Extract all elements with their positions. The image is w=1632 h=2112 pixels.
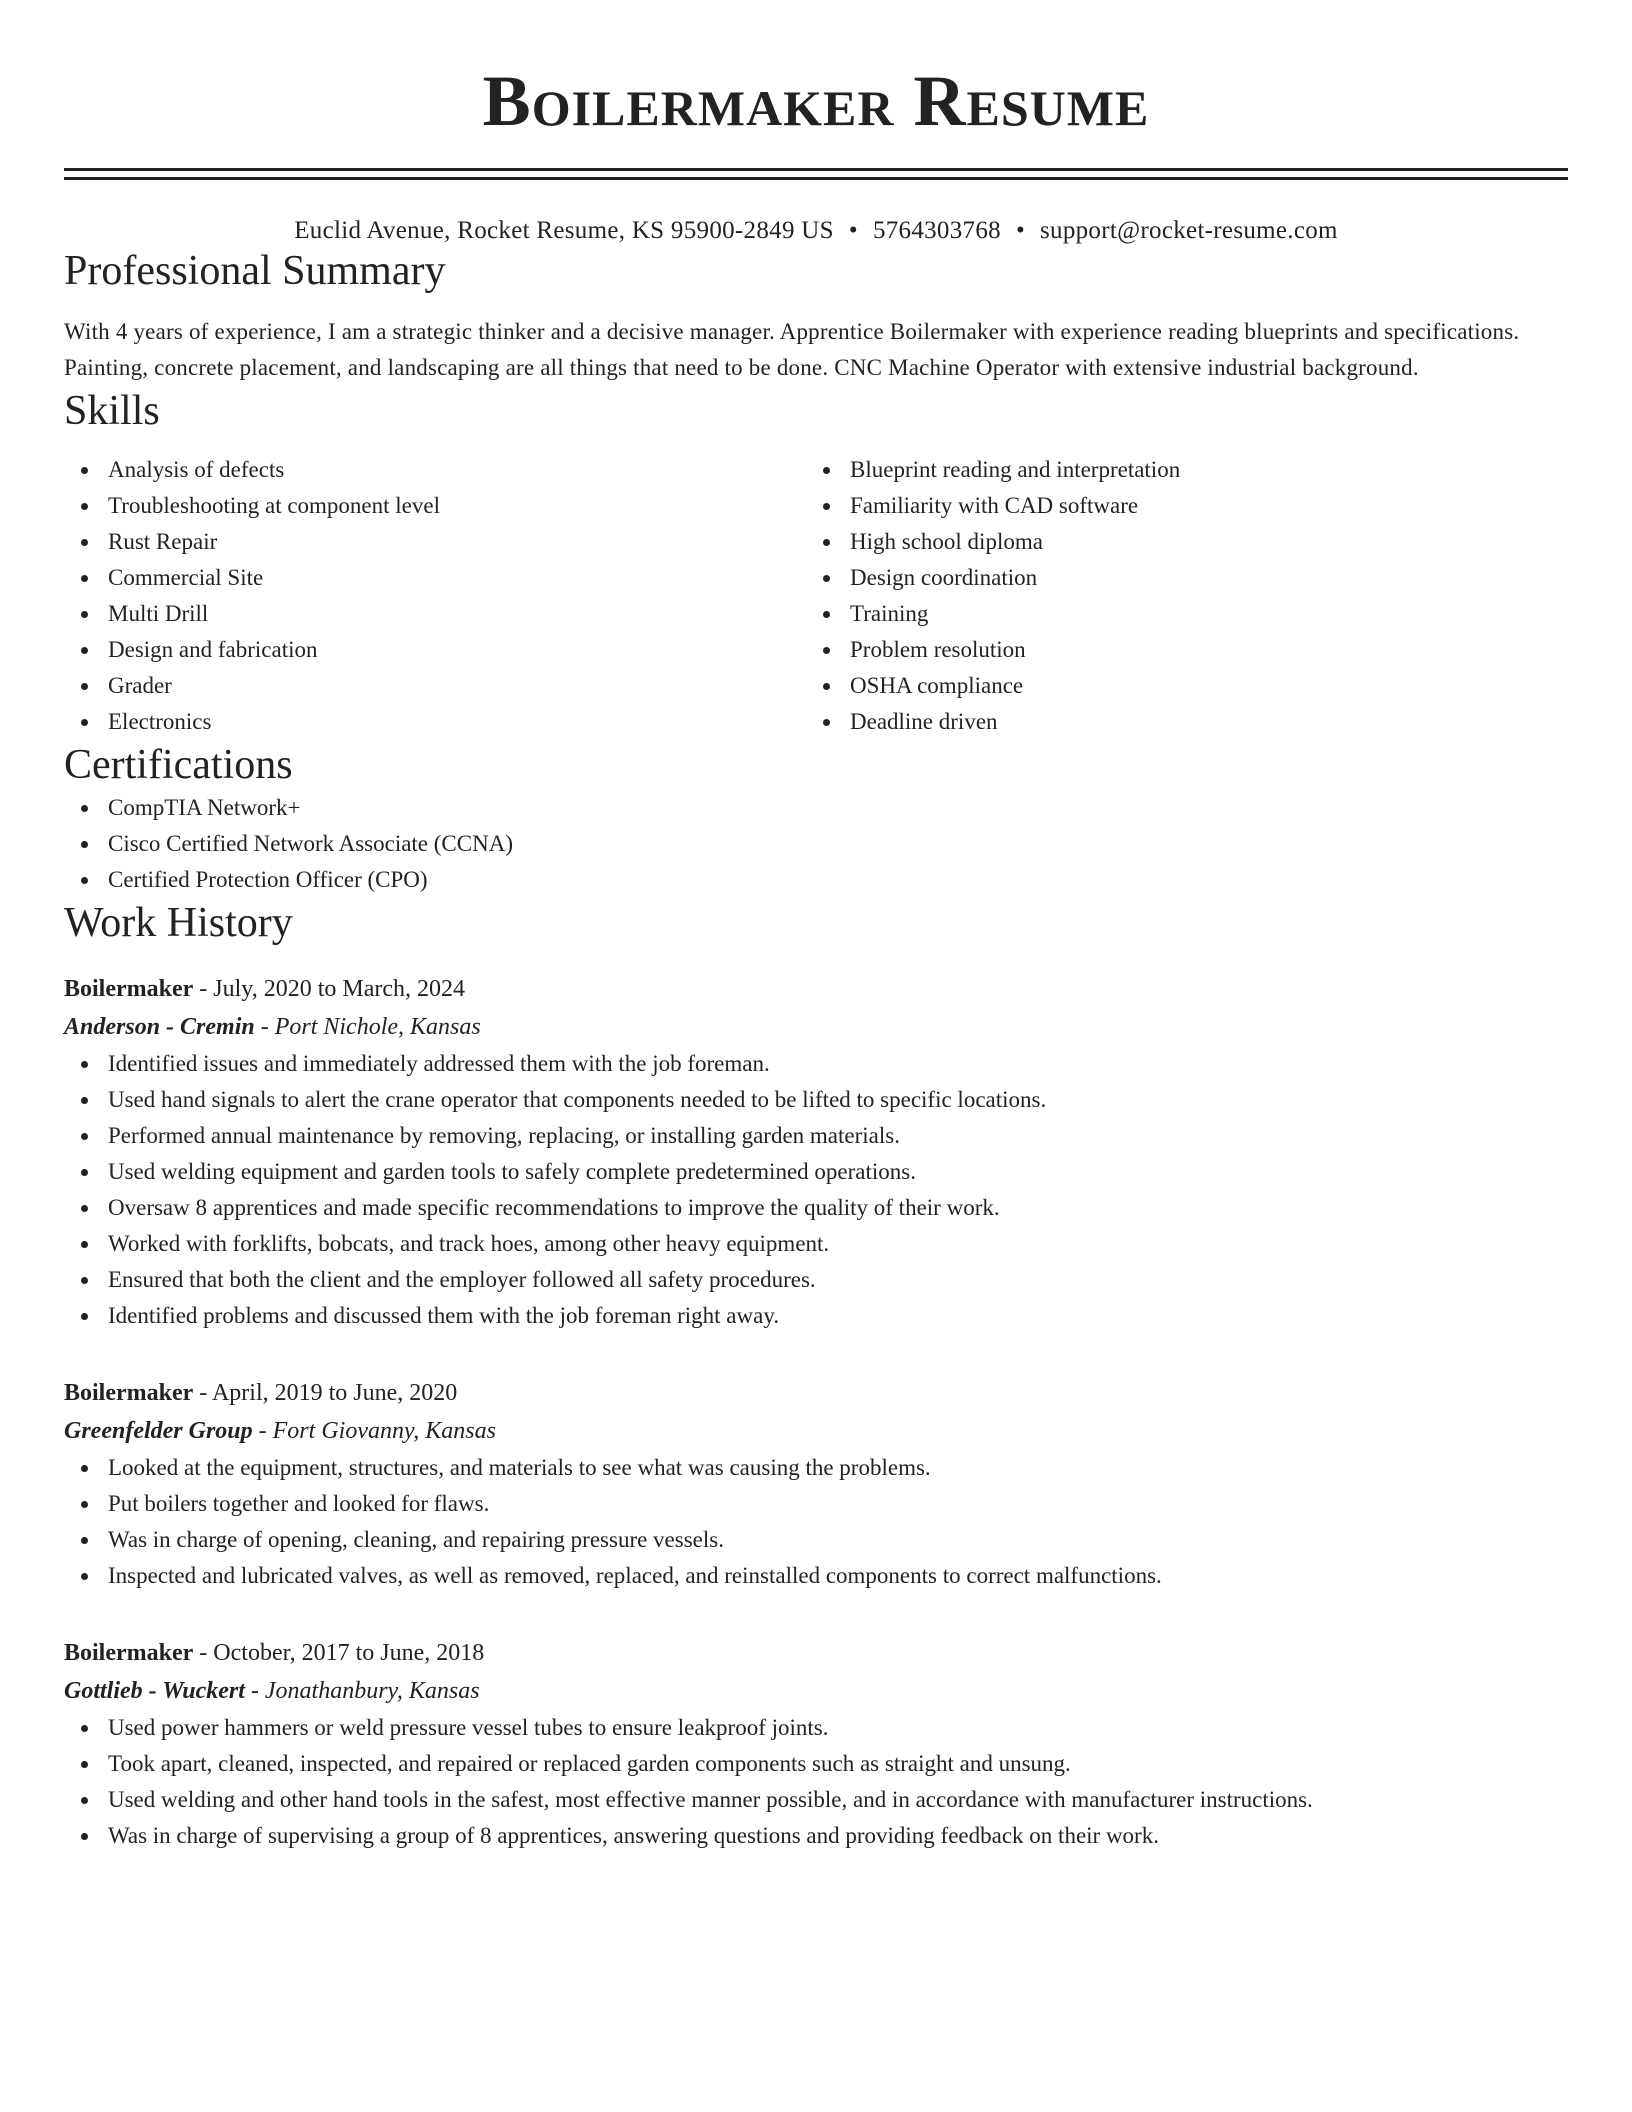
- job-title-line: [64, 1634, 1568, 1672]
- contact-phone: 5764303768: [872, 217, 1001, 244]
- skill-item: Problem resolution: [806, 632, 1548, 668]
- skill-item: Training: [806, 596, 1548, 632]
- skills-grid: [64, 452, 1568, 740]
- certification-item: Certified Protection Officer (CPO): [64, 862, 1568, 898]
- certification-item: Cisco Certified Network Associate (CCNA): [64, 826, 1568, 862]
- job-dates: - April, 2019 to June, 2020: [193, 1380, 458, 1406]
- skill-item: OSHA compliance: [806, 668, 1548, 704]
- contact-line: [64, 216, 1568, 246]
- job-duty-item: Used welding and other hand tools in the safest, most effective manner possible, and in accordance with manufacturer instructions.: [64, 1782, 1568, 1818]
- summary-heading: Professional Summary: [64, 248, 446, 294]
- job-company: Greenfelder Group: [64, 1418, 253, 1444]
- contact-separator: •: [848, 217, 858, 244]
- job-duty-item: Put boilers together and looked for flaws.: [64, 1486, 1568, 1522]
- job-location: - Jonathanbury, Kansas: [244, 1678, 480, 1704]
- certifications-list: [64, 790, 1568, 898]
- job-dates: - July, 2020 to March, 2024: [193, 976, 466, 1002]
- skill-item: Design coordination: [806, 560, 1548, 596]
- job-entry: [64, 1374, 1568, 1594]
- skill-item: Commercial Site: [64, 560, 806, 596]
- job-company-line: [64, 1008, 1568, 1046]
- job-duty-item: Identified issues and immediately addressed them with the job foreman.: [64, 1046, 1568, 1082]
- contact-address: Euclid Avenue, Rocket Resume, KS 95900-2849 US: [294, 217, 834, 244]
- job-role: Boilermaker: [64, 976, 194, 1002]
- skill-item: Grader: [64, 668, 806, 704]
- job-duty-item: Was in charge of opening, cleaning, and repairing pressure vessels.: [64, 1522, 1568, 1558]
- certifications-heading: Certifications: [64, 742, 293, 788]
- job-company-line: [64, 1412, 1568, 1450]
- job-location: - Port Nichole, Kansas: [254, 1014, 481, 1040]
- job-duties-list: [64, 1450, 1568, 1594]
- title-rule-top: [64, 168, 1568, 171]
- job-duty-item: Looked at the equipment, structures, and materials to see what was causing the problems.: [64, 1450, 1568, 1486]
- job-duty-item: Worked with forklifts, bobcats, and track hoes, among other heavy equipment.: [64, 1226, 1568, 1262]
- skills-list-right: [806, 452, 1548, 740]
- contact-separator: •: [1015, 217, 1025, 244]
- title-rule-bottom: [64, 177, 1568, 180]
- job-entry: [64, 1634, 1568, 1854]
- skill-item: Electronics: [64, 704, 806, 740]
- job-location: - Fort Giovanny, Kansas: [252, 1418, 496, 1444]
- job-duty-item: Used welding equipment and garden tools to safely complete predetermined operations.: [64, 1154, 1568, 1190]
- job-duty-item: Was in charge of supervising a group of 8 apprentices, answering questions and providing feedback on their work.: [64, 1818, 1568, 1854]
- resume-title: Boilermaker Resume: [482, 61, 1150, 141]
- job-duty-item: Used power hammers or weld pressure vessel tubes to ensure leakproof joints.: [64, 1710, 1568, 1746]
- job-duties-list: [64, 1710, 1568, 1854]
- job-company: Anderson - Cremin: [64, 1014, 255, 1040]
- contact-email: support@rocket-resume.com: [1040, 217, 1338, 244]
- skill-item: Rust Repair: [64, 524, 806, 560]
- skills-column-right: [806, 452, 1548, 740]
- summary-text: With 4 years of experience, I am a strategic thinker and a decisive manager. Apprentice Boilermaker with experience reading blueprints and specifications. Painting, concrete placement, and landscaping are all things that need to be done. CNC Machine Operator with extensive industrial background.: [64, 319, 1520, 380]
- skills-heading: Skills: [64, 388, 160, 434]
- skill-item: Multi Drill: [64, 596, 806, 632]
- certification-item: CompTIA Network+: [64, 790, 1568, 826]
- skill-item: Analysis of defects: [64, 452, 806, 488]
- job-title-line: [64, 1374, 1568, 1412]
- skill-item: Familiarity with CAD software: [806, 488, 1548, 524]
- job-dates: - October, 2017 to June, 2018: [193, 1640, 485, 1666]
- job-role: Boilermaker: [64, 1380, 194, 1406]
- job-duty-item: Oversaw 8 apprentices and made specific recommendations to improve the quality of their work.: [64, 1190, 1568, 1226]
- job-company-line: [64, 1672, 1568, 1710]
- job-title-line: [64, 970, 1568, 1008]
- job-duties-list: [64, 1046, 1568, 1334]
- skill-item: Deadline driven: [806, 704, 1548, 740]
- job-duty-item: Took apart, cleaned, inspected, and repaired or replaced garden components such as straight and unsung.: [64, 1746, 1568, 1782]
- job-duty-item: Performed annual maintenance by removing, replacing, or installing garden materials.: [64, 1118, 1568, 1154]
- work-history-heading: Work History: [64, 900, 293, 946]
- job-entry: [64, 970, 1568, 1334]
- job-duty-item: Used hand signals to alert the crane operator that components needed to be lifted to specific locations.: [64, 1082, 1568, 1118]
- skill-item: High school diploma: [806, 524, 1548, 560]
- job-company: Gottlieb - Wuckert: [64, 1678, 245, 1704]
- job-duty-item: Ensured that both the client and the employer followed all safety procedures.: [64, 1262, 1568, 1298]
- skill-item: Blueprint reading and interpretation: [806, 452, 1548, 488]
- skills-list-left: [64, 452, 806, 740]
- skill-item: Troubleshooting at component level: [64, 488, 806, 524]
- job-duty-item: Identified problems and discussed them with the job foreman right away.: [64, 1298, 1568, 1334]
- job-role: Boilermaker: [64, 1640, 194, 1666]
- skills-column-left: [64, 452, 806, 740]
- skill-item: Design and fabrication: [64, 632, 806, 668]
- job-duty-item: Inspected and lubricated valves, as well as removed, replaced, and reinstalled components to correct malfunctions.: [64, 1558, 1568, 1594]
